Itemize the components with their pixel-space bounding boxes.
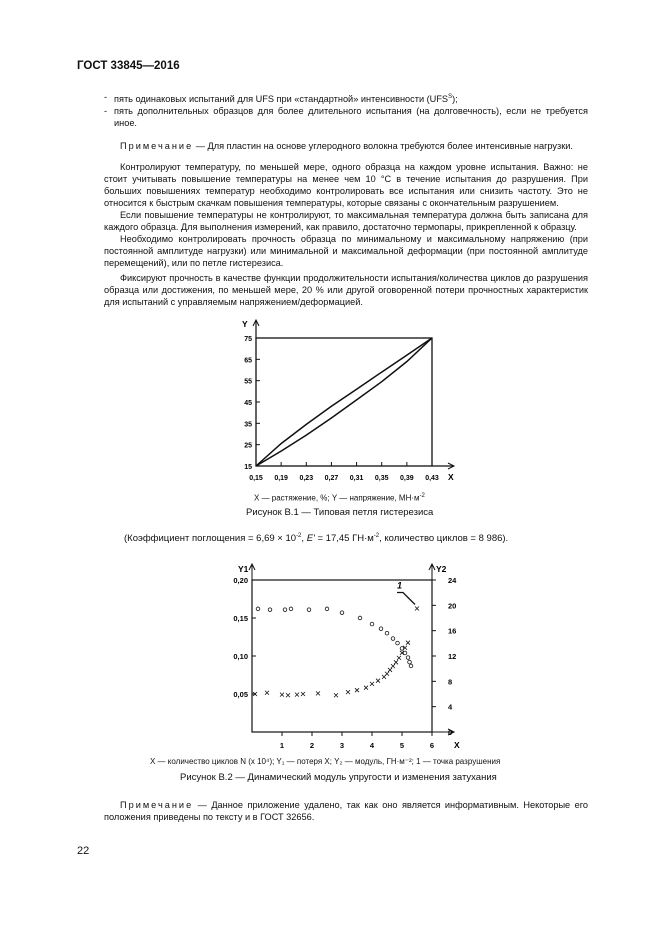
y2-point — [394, 660, 398, 664]
y1-tick-label: 0,10 — [233, 652, 248, 661]
y-tick-label: 25 — [244, 442, 252, 450]
y-tick-label: 15 — [244, 464, 252, 471]
x-tick-label: 5 — [399, 741, 405, 750]
figure1-axis-caption: X — растяжение, %; Y — напряжение, $МН\cdot м^{-2}$ — [254, 493, 425, 503]
y2-point — [265, 691, 269, 695]
paragraph: Если повышение температуры не контролируют, то максимальная температура должна быть записана для каждого образца. Для выполнения измерений, как правило, достаточно термопары, прикрепленной к образцу. — [104, 210, 588, 233]
y2-tick-label: 12 — [448, 652, 457, 661]
y2-point — [385, 672, 389, 676]
failure-label: 1 — [397, 580, 403, 591]
page-number: 22 — [77, 845, 90, 857]
figure2-caption: Рисунок В.2 — Динамический модуль упругости и изменения затухания — [180, 772, 497, 783]
y2-tick-label: 24 — [448, 576, 457, 585]
x-tick-label: 0,35 — [374, 475, 389, 482]
x-tick-label: 0,19 — [274, 475, 288, 482]
y-tick-label: 75 — [244, 336, 252, 343]
y1-point — [396, 641, 400, 645]
modulus-chart — [220, 560, 480, 756]
y1-point — [268, 608, 272, 612]
x-tick-label: 1 — [279, 741, 285, 750]
y1-tick-label: 0,20 — [233, 576, 248, 585]
x-tick-label: 0,27 — [324, 475, 339, 482]
paragraph: Фиксируют прочность в качестве функции продолжительности испытания/количества циклов до разрушения образца или достижения, по меньшей мере, 20 % или другой оговоренной потери прочностных характеристик для испытаний с управляемым напряжением/деформацией. — [104, 273, 588, 308]
y-tick-label: 65 — [244, 357, 252, 365]
y2-point — [391, 664, 395, 668]
figure1-extra: (Коэффициент поглощения = $6,69 \times 10^{-2}$, E' = 17,45 $ГН\cdot м^{-2}$, количество циклов = 8 986). — [124, 533, 509, 545]
y2-point — [415, 607, 419, 611]
plot-frame — [252, 580, 432, 732]
list-item: - пять одинаковых испытаний для UFS при «стандартной» интенсивности $(UFS^S)$; — [104, 92, 458, 105]
y2-point — [397, 656, 401, 660]
y2-point — [406, 641, 410, 645]
list-item: - пять дополнительных образцов для более длительного испытания (на долговечность), если не требуется иное. — [104, 106, 588, 129]
x-tick-label: 0,31 — [349, 475, 364, 482]
y1-point — [358, 616, 362, 620]
y2-point — [295, 693, 299, 697]
hysteresis-branch — [256, 338, 432, 466]
x-tick-label: 2 — [309, 741, 315, 750]
x-tick-label: 6 — [429, 741, 435, 750]
paragraph: Необходимо контролировать прочность образца по минимальному и максимальному напряжению (при постоянной амплитуде нагрузки) или минимальной и максимальной деформации (при постоянной амплитуде перемещений), или по петле гистерезиса. — [104, 234, 588, 269]
y1-point — [391, 637, 395, 641]
y1-point — [406, 656, 410, 660]
y2-axis-label: Y2 — [436, 564, 447, 574]
note-paragraph: Примечание — Для пластин на основе углеродного волокна требуются более интенсивные нагрузки. — [120, 141, 573, 152]
y1-point — [283, 608, 287, 612]
y2-point — [388, 668, 392, 672]
y1-point — [379, 627, 383, 631]
y-tick-label: 45 — [244, 400, 252, 407]
y-axis-label: Y — [242, 319, 248, 329]
note-block — [104, 799, 588, 823]
paragraph: Контролируют температуру, по меньшей мере, одного образца на каждом уровне испытания. Важно: не стоит учитывать повышение температуры на менее чем 10 °С в течение испытания до разрушения. При больших повышениях температур необходимо контролировать все испытания или снизить частоту. Это не относится к быстрым скачкам повышения температуры, которые связаны с окончательным разрушением. — [104, 162, 588, 209]
figure1-caption: Рисунок В.1 — Типовая петля гистерезиса — [246, 507, 434, 518]
y2-tick-label: 4 — [448, 702, 453, 712]
y1-point — [340, 611, 344, 615]
y2-point — [301, 692, 305, 696]
y1-tick-label: 0,05 — [233, 690, 248, 699]
y2-tick-label: 0 — [448, 728, 453, 737]
y2-point — [346, 690, 350, 694]
y1-axis-label: Y1 — [238, 564, 249, 574]
y2-tick-label: 8 — [448, 677, 453, 687]
x-tick-label: 4 — [369, 741, 375, 750]
hysteresis-branch — [256, 338, 432, 466]
x-tick-label: 0,43 — [425, 475, 439, 482]
x-tick-label: 0,39 — [400, 475, 414, 482]
hysteresis-chart — [228, 318, 468, 490]
y-tick-label: 55 — [244, 378, 252, 386]
y2-point — [364, 686, 368, 690]
y1-point — [370, 622, 374, 626]
y1-point — [385, 631, 389, 635]
failure-leader — [397, 593, 415, 605]
y-tick-label: 35 — [244, 421, 252, 429]
y1-point — [408, 660, 412, 664]
y2-point — [370, 682, 374, 686]
y2-point — [355, 688, 359, 692]
y1-point — [256, 607, 260, 611]
y2-point — [316, 691, 320, 695]
body-text — [104, 91, 588, 308]
x-axis-label: X — [454, 740, 460, 750]
x-tick-label: 0,23 — [299, 475, 314, 482]
y2-tick-label: 16 — [448, 626, 457, 636]
x-tick-label: 0,15 — [249, 475, 263, 482]
y1-point — [289, 607, 293, 611]
x-tick-label: 3 — [339, 741, 345, 750]
y1-tick-label: 0,15 — [233, 614, 248, 623]
document-header: ГОСТ 33845—2016 — [77, 60, 180, 72]
y1-point — [409, 664, 413, 668]
y2-point — [376, 679, 380, 683]
y2-point — [280, 693, 284, 697]
plot-frame — [256, 338, 432, 466]
x-axis-label: X — [448, 472, 454, 482]
note-paragraph: Примечание — Данное приложение удалено, так как оно является информативным. Некоторые его положения приведены по тексту и в ГОСТ 32656. — [104, 800, 588, 822]
y2-point — [286, 693, 290, 697]
y2-tick-label: 20 — [448, 601, 457, 611]
y1-point — [307, 608, 311, 612]
y2-point — [334, 693, 338, 697]
y1-point — [325, 607, 329, 611]
figure2-axis-caption: X — количество циклов N (x 10⁴); Y₁ — потеря X; Y₂ — модуль, ГН·м⁻²; 1 — точка разрушения — [150, 757, 501, 766]
